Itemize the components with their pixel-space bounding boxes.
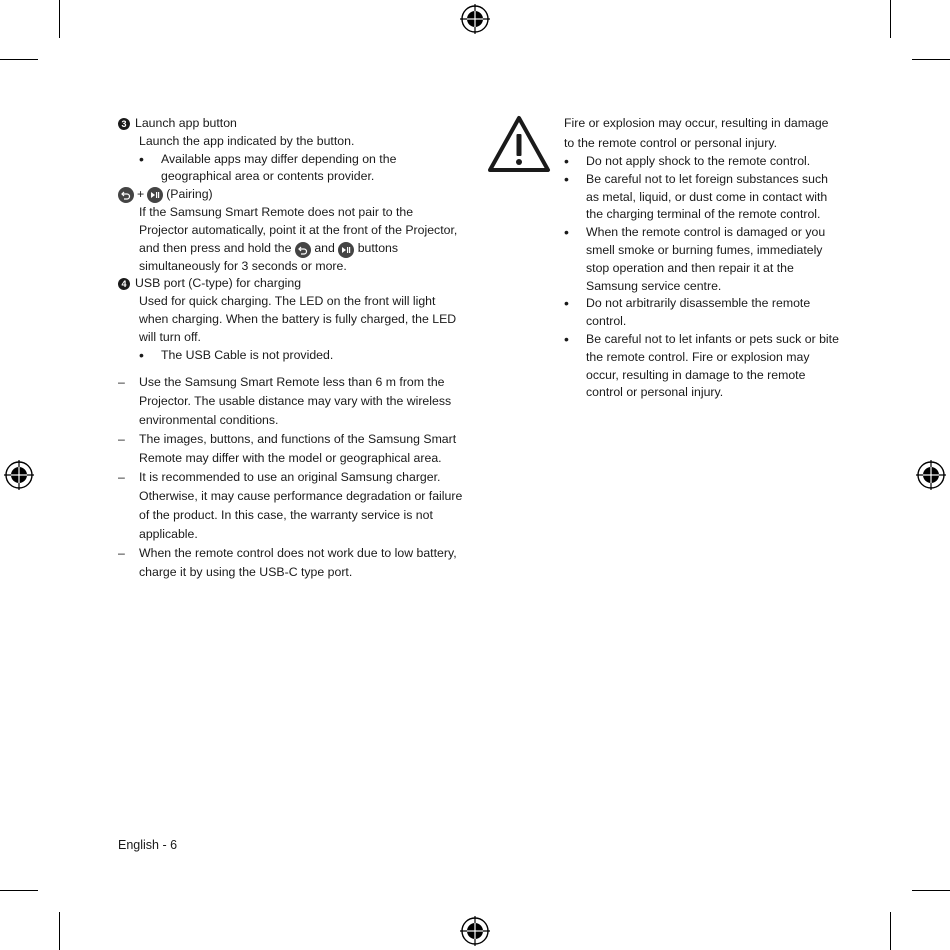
- warning-heading: Fire or explosion may occur, resulting in damage to the remote control or personal injury.: [564, 116, 829, 150]
- crop-mark: [890, 912, 891, 950]
- note-item: – The images, buttons, and functions of the Samsung Smart Remote may differ with the model or geographical area.: [118, 430, 463, 468]
- left-column: [118, 115, 463, 582]
- crop-mark: [912, 59, 950, 60]
- launch-app-section: [118, 115, 463, 186]
- page-number: English - 6: [118, 838, 178, 852]
- pairing-section: [118, 186, 463, 275]
- usb-port-section: [118, 275, 463, 364]
- note-item: – It is recommended to use an original Samsung charger. Otherwise, it may cause performance degradation or failure of the product. In this case, the warranty service is not applicable.: [118, 468, 463, 544]
- note-item: – When the remote control does not work due to low battery, charge it by using the USB-C type port.: [118, 544, 463, 582]
- pairing-heading: [118, 186, 463, 204]
- number-badge-icon: 4: [118, 278, 130, 290]
- list-item: • Be careful not to let infants or pets suck or bite the remote control. Fire or explosion may occur, resulting in damage to the remote control or personal injury.: [564, 331, 839, 402]
- list-item: • Available apps may differ depending on the geographical area or contents provider.: [139, 151, 463, 187]
- warning-bullets: [564, 153, 839, 402]
- play-pause-button-icon: [338, 242, 354, 258]
- usb-port-bullets: [118, 347, 463, 365]
- usb-port-desc: Used for quick charging. The LED on the front will light when charging. When the battery is fully charged, the LED will turn off.: [139, 294, 457, 344]
- number-badge-icon: 3: [118, 118, 130, 130]
- crop-mark: [0, 890, 38, 891]
- right-column: [564, 113, 839, 402]
- crop-mark: [890, 0, 891, 38]
- pairing-desc: [118, 204, 463, 275]
- pairing-desc-part1: If the Samsung Smart Remote does not pair to the Projector automatically, point it at the front of the Projector, and then press and hold the: [139, 204, 458, 255]
- warning-triangle-icon: [487, 115, 551, 173]
- list-item: • The USB Cable is not provided.: [139, 347, 463, 365]
- notes-list: [118, 373, 463, 582]
- plus-sign: +: [137, 187, 145, 202]
- crop-mark: [59, 0, 60, 38]
- launch-app-heading: [118, 115, 463, 133]
- pairing-title: (Pairing): [166, 187, 213, 202]
- launch-app-title: Launch app button: [135, 116, 237, 130]
- play-pause-button-icon: [147, 187, 163, 203]
- launch-app-bullets: [118, 151, 463, 187]
- list-item: • When the remote control is damaged or you smell smoke or burning fumes, immediately stop operation and then repair it at the Samsung service centre.: [564, 224, 839, 295]
- pairing-desc-and: and: [314, 240, 335, 255]
- registration-mark-icon: [4, 460, 34, 490]
- crop-mark: [0, 59, 38, 60]
- usb-port-title: USB port (C-type) for charging: [135, 276, 302, 291]
- back-button-icon: [118, 187, 134, 203]
- registration-mark-icon: [916, 460, 946, 490]
- list-item: • Do not apply shock to the remote control.: [564, 153, 839, 171]
- note-item: – Use the Samsung Smart Remote less than 6 m from the Projector. The usable distance may vary with the wireless environmental conditions.: [118, 373, 463, 430]
- registration-mark-icon: [460, 4, 490, 34]
- crop-mark: [912, 890, 950, 891]
- registration-mark-icon: [460, 916, 490, 946]
- pairing-desc-part2: buttons simultaneously for 3 seconds or more.: [139, 240, 399, 273]
- crop-mark: [59, 912, 60, 950]
- list-item: • Do not arbitrarily disassemble the remote control.: [564, 295, 839, 331]
- back-button-icon: [295, 242, 311, 258]
- usb-port-heading: [118, 275, 463, 293]
- list-item: • Be careful not to let foreign substances such as metal, liquid, or dust come in contact with the charging terminal of the remote control.: [564, 171, 839, 224]
- launch-app-desc: Launch the app indicated by the button.: [139, 133, 355, 148]
